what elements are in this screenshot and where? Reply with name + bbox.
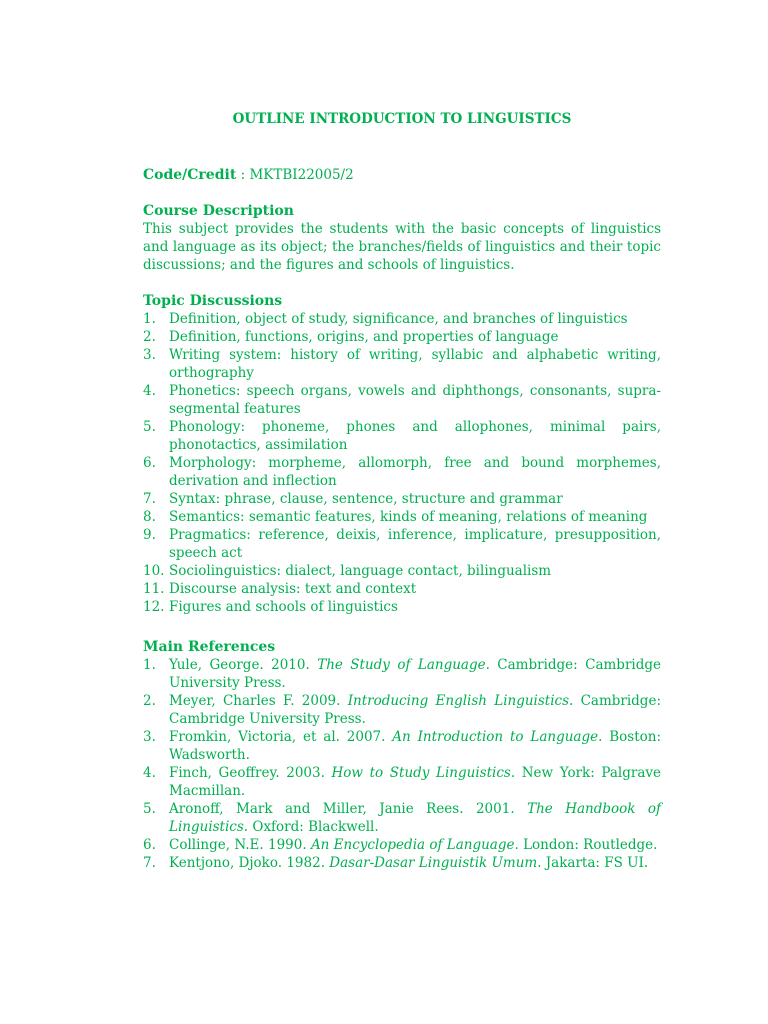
reference-item: [143, 656, 661, 692]
reference-book-title: The Study of Language: [317, 657, 486, 673]
reference-text: [169, 854, 661, 872]
reference-text: [169, 836, 661, 854]
reference-number: 3.: [143, 729, 156, 745]
topic-item: [143, 310, 661, 328]
topic-number: 11.: [143, 581, 165, 597]
reference-author-year: Fromkin, Victoria, et al. 2007.: [169, 729, 393, 745]
reference-number: 4.: [143, 765, 156, 781]
topic-item: [143, 490, 661, 508]
topic-item: [143, 526, 661, 562]
topic-text: Morphology: morpheme, allomorph, free and bound morphemes, derivation and inflection: [169, 455, 661, 489]
reference-book-title: An Introduction to Language: [392, 729, 599, 745]
reference-text: [169, 728, 661, 764]
topic-item: [143, 598, 661, 616]
topic-discussions-heading: Topic Discussions: [143, 293, 283, 309]
code-credit-separator: :: [236, 167, 250, 183]
course-description-section: [143, 202, 661, 274]
document-title: OUTLINE INTRODUCTION TO LINGUISTICS: [232, 111, 572, 127]
code-credit-line: [143, 166, 354, 184]
reference-number: 6.: [143, 837, 156, 853]
topic-number: 8.: [143, 509, 156, 525]
reference-publisher: . Cambridge: Cambridge University Press.: [169, 693, 661, 727]
topic-number: 6.: [143, 455, 156, 471]
topic-item: [143, 562, 661, 580]
topic-text: Figures and schools of linguistics: [169, 599, 398, 615]
topic-item: [143, 382, 661, 418]
topic-item: [143, 346, 661, 382]
reference-author-year: Collinge, N.E. 1990.: [169, 837, 311, 853]
topic-number: 12.: [143, 599, 165, 615]
course-description-heading: Course Description: [143, 203, 294, 219]
topic-text: Phonology: phoneme, phones and allophones, minimal pairs, phonotactics, assimilation: [169, 419, 661, 453]
topic-item: [143, 454, 661, 490]
reference-book-title: Dasar-Dasar Linguistik Umum: [329, 855, 538, 871]
reference-text: [169, 692, 661, 728]
topic-text: Syntax: phrase, clause, sentence, structure and grammar: [169, 491, 563, 507]
reference-text: [169, 764, 661, 800]
code-credit-label: Code/Credit: [143, 167, 237, 183]
topic-item: [143, 418, 661, 454]
topic-number: 5.: [143, 419, 156, 435]
reference-author-year: Finch, Geoffrey. 2003.: [169, 765, 332, 781]
topic-item: [143, 580, 661, 598]
topic-number: 10.: [143, 563, 165, 579]
topic-text: Sociolinguistics: dialect, language contact, bilingualism: [169, 563, 552, 579]
reference-author-year: Meyer, Charles F. 2009.: [169, 693, 348, 709]
reference-text: [169, 656, 661, 692]
topic-discussions-section: [143, 292, 661, 616]
reference-publisher: . Boston: Wadsworth.: [169, 729, 662, 763]
reference-book-title: Introducing English Linguistics: [347, 693, 570, 709]
reference-author-year: Yule, George. 2010.: [169, 657, 318, 673]
reference-number: 5.: [143, 801, 156, 817]
course-description-text: This subject provides the students with the basic concepts of linguistics and language as its object; the branches/fields of linguistics and their topic discussions; and the figures and schools of linguistics.: [143, 221, 661, 273]
topic-number: 4.: [143, 383, 156, 399]
reference-number: 1.: [143, 657, 156, 673]
topic-number: 3.: [143, 347, 156, 363]
reference-book-title: How to Study Linguistics: [331, 765, 511, 781]
reference-item: [143, 728, 661, 764]
topic-number: 1.: [143, 311, 156, 327]
reference-publisher: . Cambridge: Cambridge University Press.: [169, 657, 661, 691]
topic-text: Semantics: semantic features, kinds of meaning, relations of meaning: [169, 509, 648, 525]
reference-publisher: . London: Routledge.: [514, 837, 658, 853]
topic-text: Writing system: history of writing, syllabic and alphabetic writing, orthography: [169, 347, 661, 381]
reference-book-title: The Handbook of Linguistics: [169, 801, 661, 835]
reference-publisher: . Jakarta: FS UI.: [537, 855, 649, 871]
reference-item: [143, 800, 661, 836]
code-credit-value: MKTBI22005/2: [249, 167, 354, 183]
reference-book-title: An Encyclopedia of Language: [310, 837, 515, 853]
reference-author-year: Kentjono, Djoko. 1982.: [169, 855, 330, 871]
reference-publisher: . Oxford: Blackwell.: [243, 819, 379, 835]
topic-text: Pragmatics: reference, deixis, inference, implicature, presupposition, speech act: [169, 527, 661, 561]
topic-item: [143, 328, 661, 346]
reference-number: 7.: [143, 855, 156, 871]
reference-item: [143, 764, 661, 800]
reference-item: [143, 854, 661, 872]
reference-publisher: . New York: Palgrave Macmillan.: [169, 765, 661, 799]
topic-text: Discourse analysis: text and context: [169, 581, 417, 597]
topic-text: Definition, object of study, significance, and branches of linguistics: [169, 311, 628, 327]
reference-item: [143, 692, 661, 728]
reference-text: [169, 800, 661, 836]
reference-number: 2.: [143, 693, 156, 709]
main-references-section: [143, 638, 661, 872]
topic-item: [143, 508, 661, 526]
topic-text: Definition, functions, origins, and properties of language: [169, 329, 559, 345]
main-references-heading: Main References: [143, 639, 276, 655]
topic-text: Phonetics: speech organs, vowels and diphthongs, consonants, supra-segmental features: [169, 383, 661, 417]
topic-number: 9.: [143, 527, 156, 543]
topic-number: 2.: [143, 329, 156, 345]
reference-item: [143, 836, 661, 854]
topic-number: 7.: [143, 491, 156, 507]
reference-author-year: Aronoff, Mark and Miller, Janie Rees. 2001.: [169, 801, 528, 817]
